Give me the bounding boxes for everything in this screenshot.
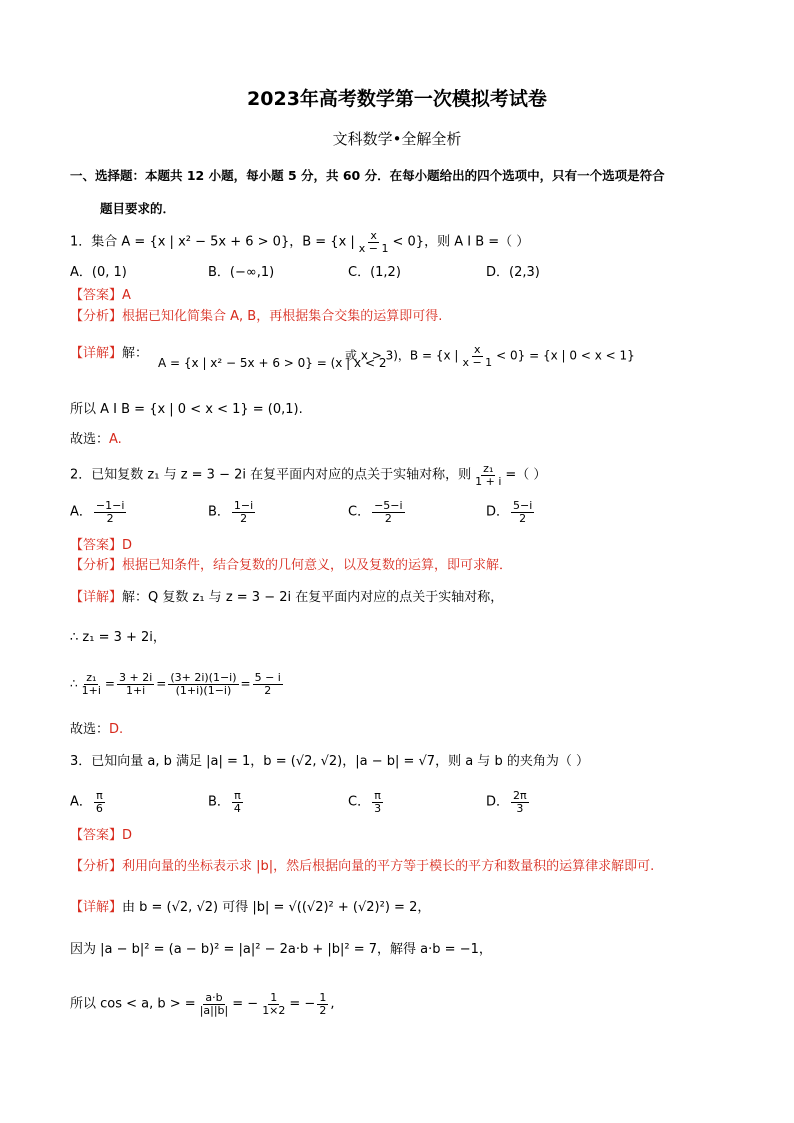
page-subtitle: 文科数学•全解全析	[332, 130, 462, 148]
q3-analysis: 【分析】利用向量的坐标表示求 |b|，然后根据向量的平方等于模长的平方和数量积的运算律求解即可.	[70, 859, 655, 874]
q3-answer: 【答案】D	[70, 828, 133, 843]
page-title: 2023年高考数学第一次模拟考试卷	[247, 88, 547, 110]
q1-option-d: D．(2,3)	[486, 265, 540, 280]
q1-detail-math-2: 或 x > 3)，B = {x | $\frac{x}{x - 1}$ < 0} = {x | 0 < x < 1}	[345, 343, 635, 369]
q2-analysis: 【分析】根据已知条件，结合复数的几何意义，以及复数的运算，即可求解．	[70, 558, 513, 573]
section-heading-line2: 题目要求的．	[100, 201, 176, 216]
q2-option-d: D． $\frac{5-i}{2}$	[486, 499, 533, 525]
q3-detail: 【详解】由 b = (√2, √2) 可得 |b| = √((√2)² + (√2)²) = 2，	[70, 900, 431, 915]
q1-conclusion: 所以 A I B = {x | 0 < x < 1} = (0,1).	[70, 402, 303, 417]
q2-line1: ∴ z₁ = 3 + 2i，	[70, 630, 166, 645]
q1-detail: 【详解】解：	[70, 346, 149, 361]
q1-stem: 1．集合 A = {x | x² − 5x + 6 > 0}，B = {x | $\frac{x}{x - 1}$ < 0}，则 A I B =（ ）	[70, 229, 530, 255]
q1-detail-math: A = {x | x² − 5x + 6 > 0} = (x | x < 2	[158, 356, 387, 370]
q2-option-a: A． $\frac{-1-i}{2}$	[70, 499, 125, 525]
q3-stem: 3．已知向量 a, b 满足 |a| = 1，b = (√2, √2)，|a − b| = √7，则 a 与 b 的夹角为（ ）	[70, 754, 589, 769]
q1-analysis: 【分析】根据已知化简集合 A, B，再根据集合交集的运算即可得.	[70, 309, 443, 324]
q1-stem-fraction: $\frac{x}{x - 1}$	[358, 229, 389, 255]
q3-line3: 所以 cos < a, b > = $\frac{a\cdot b}{|a||b|}$ = − $\frac{1}{1\times 2}$ = − $\frac{1}{2}$ ,	[70, 991, 335, 1017]
q2-choose: 故选：D.	[70, 722, 124, 737]
q3-option-d: D． $\frac{2\pi}{3}$	[486, 789, 527, 815]
q3-option-b: B． $\frac{\pi}{4}$	[208, 789, 241, 815]
q1-choose: 故选：A.	[70, 432, 122, 447]
q3-line2: 因为 |a − b|² = (a − b)² = |a|² − 2a·b + |b|² = 7，解得 a·b = −1，	[70, 942, 492, 957]
q1-answer: 【答案】A	[70, 288, 131, 303]
q2-detail: 【详解】解：Q 复数 z₁ 与 z = 3 − 2i 在复平面内对应的点关于实轴对称，	[70, 590, 504, 605]
q2-option-b: B． $\frac{1-i}{2}$	[208, 499, 254, 525]
q1-option-a: A．(0, 1)	[70, 265, 127, 280]
q2-stem: 2．已知复数 z₁ 与 z = 3 − 2i 在复平面内对应的点关于实轴对称，则 $\frac{\text{z₁}}{1 + i}$ =（ ）	[70, 462, 547, 488]
q2-line2: ∴ $\frac{\text{z₁}}{1+i}$ = $\frac{3 + 2i}{1+i}$ = $\frac{(3+ 2i)(1-i)}{(1+i)(1-i)}$ = $\frac{5 - i}{2}$	[70, 671, 281, 697]
q2-answer: 【答案】D	[70, 538, 133, 553]
q1-option-c: C．(1,2)	[348, 265, 401, 280]
q2-option-c: C． $\frac{-5-i}{2}$	[348, 499, 403, 525]
section-heading-line1: 一、选择题：本题共 12 小题，每小题 5 分，共 60 分．在每小题给出的四个选项中，只有一个选项是符合	[70, 168, 665, 183]
q3-option-c: C． $\frac{\pi}{3}$	[348, 789, 382, 815]
q3-option-a: A． $\frac{\pi}{6}$	[70, 789, 103, 815]
q1-option-b: B．(−∞,1)	[208, 265, 275, 280]
